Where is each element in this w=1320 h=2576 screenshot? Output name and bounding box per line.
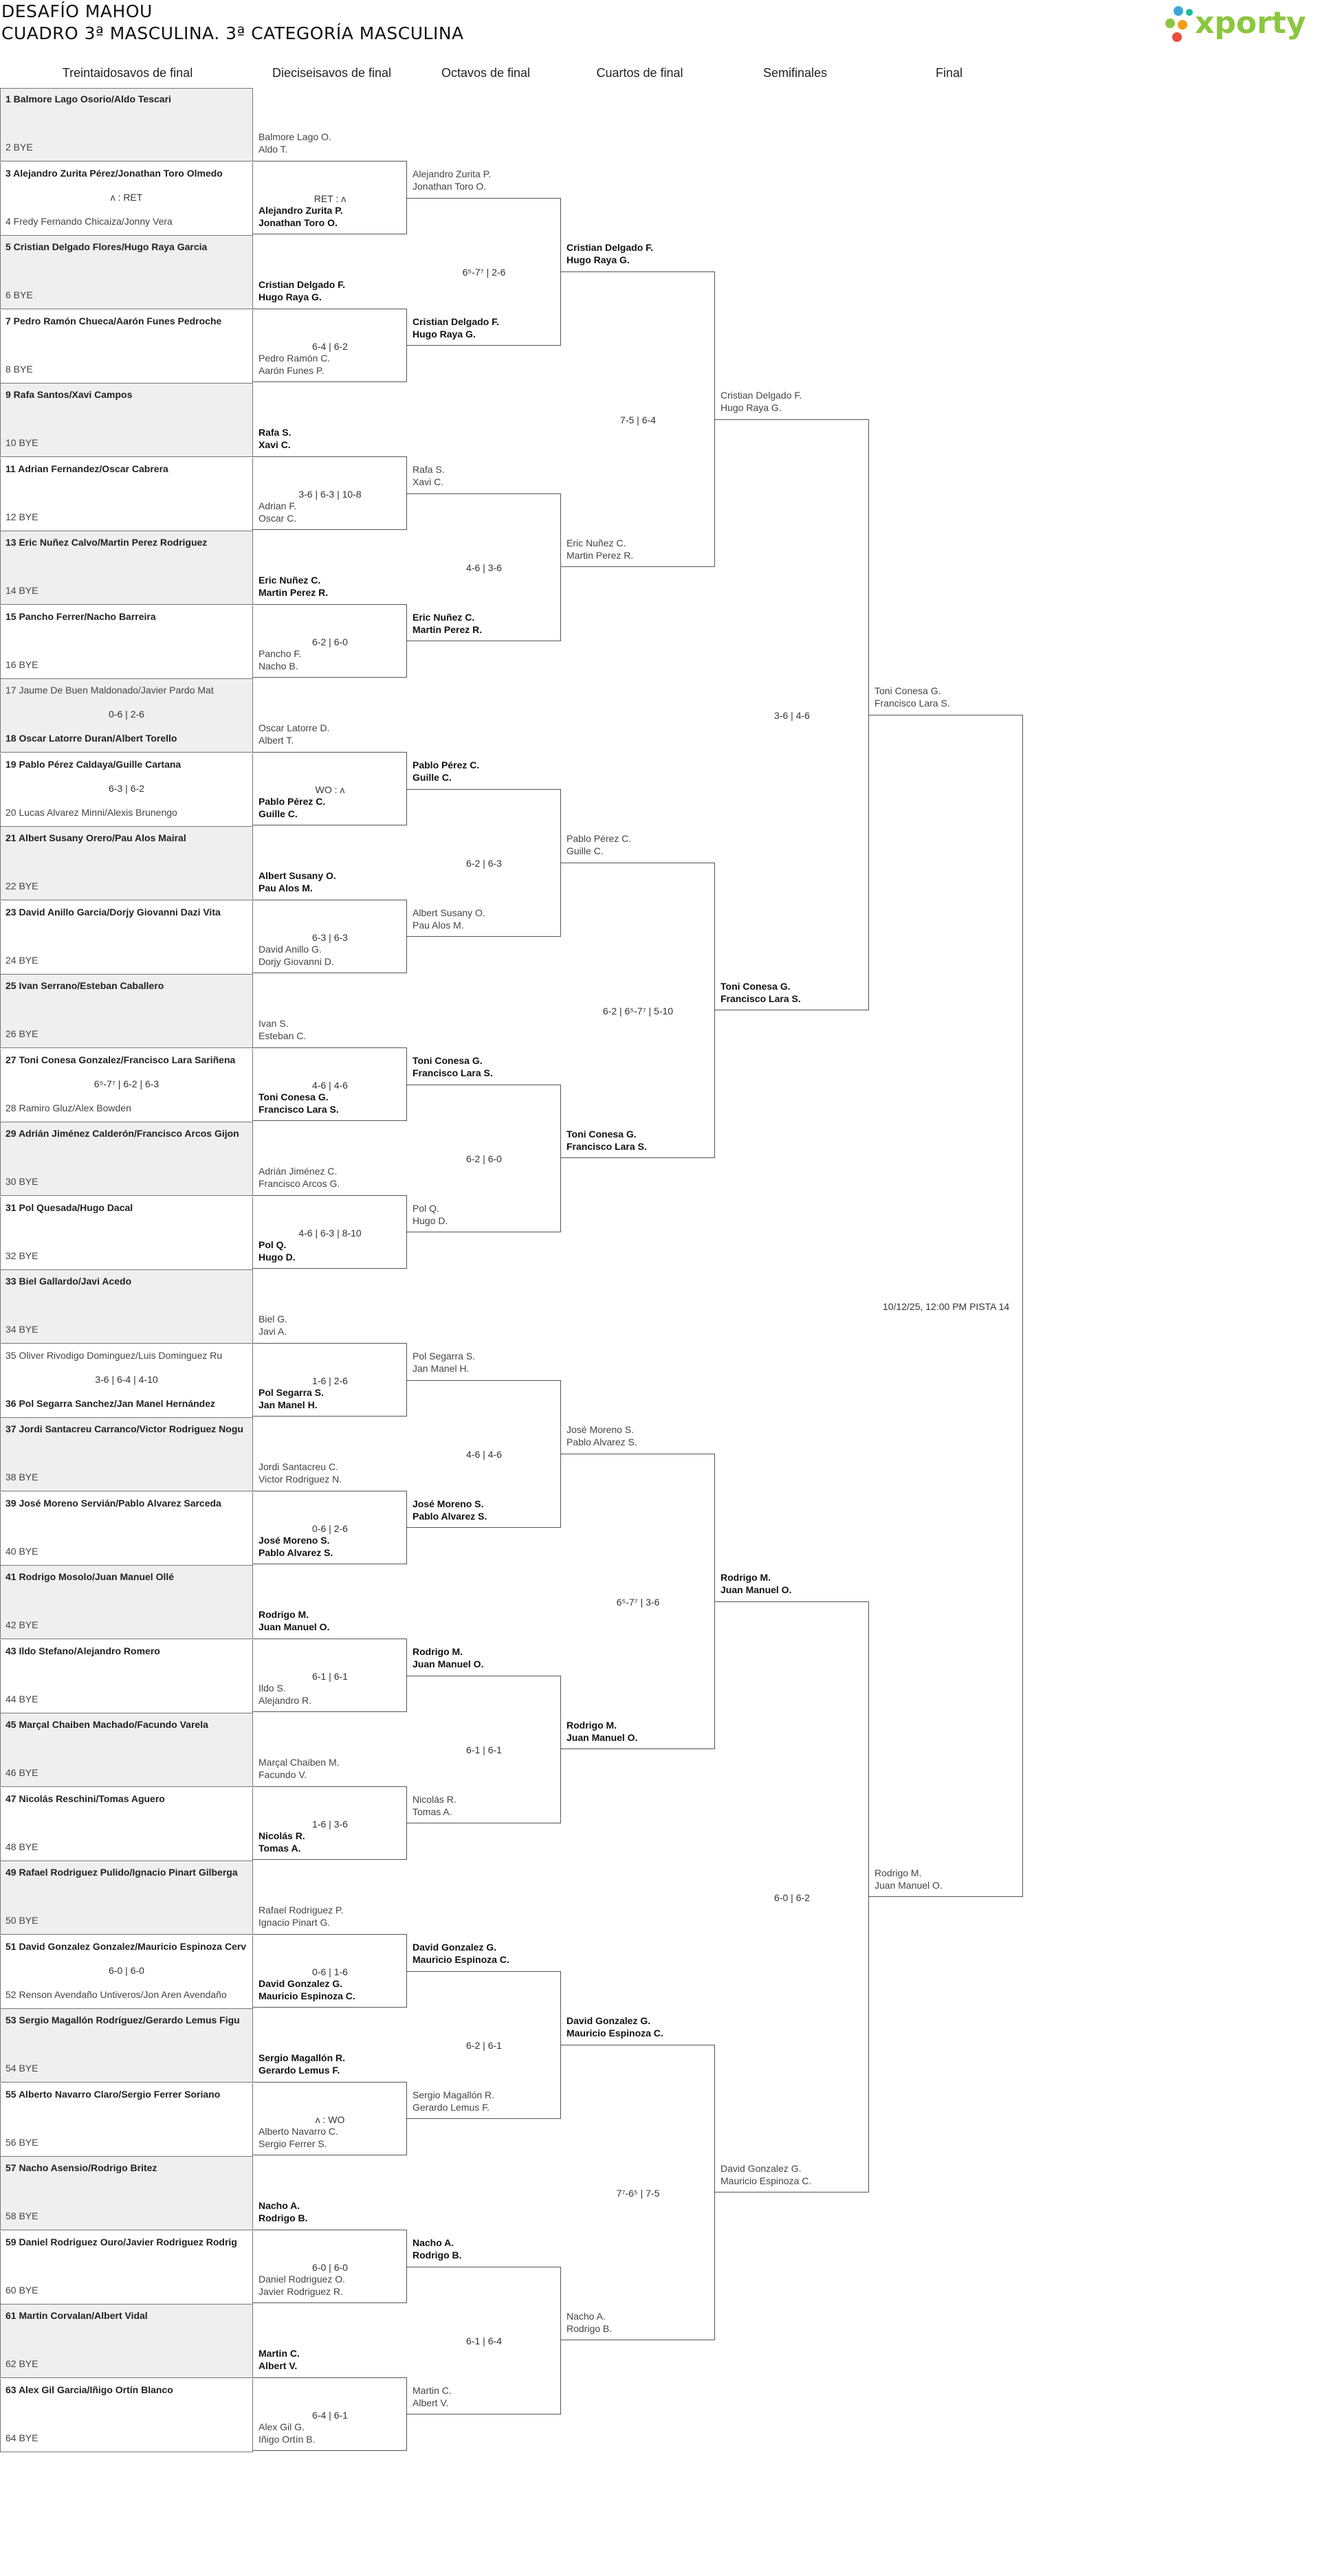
team-name-line: Rafael Rodriguez P. [258,1904,344,1916]
player-line-top: 3 Alejandro Zurita Pérez/Jonathan Toro Olmedo [6,167,223,179]
team-name-line: Nicolás R. [258,1830,305,1842]
team-name-line: Tomas A. [412,1806,452,1817]
team-pair [720,1571,791,1596]
player-line-bottom: 34 BYE [6,1324,38,1335]
player-line-bottom: 44 BYE [6,1693,38,1705]
team-name-line: Iñigo Ortín B. [258,2434,316,2445]
team-name-line: Alex Gil G. [258,2421,305,2433]
team-pair [258,722,329,746]
player-line-top: 31 Pol Quesada/Hugo Dacal [6,1201,133,1213]
team-pair [566,2014,663,2039]
team-name-line: Sergio Magallón R. [412,2089,495,2100]
team-name-line: Francisco Lara S. [258,1104,339,1115]
player-line-top: 33 Biel Gallardo/Javi Acedo [6,1276,132,1287]
team-pair [258,500,296,524]
team-pair [258,2273,345,2298]
team-name-line: Javi A. [258,1325,287,1337]
team-name-line: Pablo Pérez C. [412,759,480,770]
team-pair [412,2089,494,2113]
team-name-line: David Gonzalez G. [566,2015,651,2026]
player-line-top: 35 Oliver Rivodigo Dominguez/Luis Dominguez Ru [6,1349,223,1361]
team-name-line: Rafa S. [412,463,445,475]
team-pair [566,1423,637,1448]
team-name-line: Jan Manel H. [258,1399,318,1411]
team-name-line: Juan Manuel O. [874,1880,943,1891]
team-name-line: Victor Rodriguez N. [258,1473,342,1485]
player-line-top: 63 Alex Gil Garcia/Iñigo Ortín Blanco [6,2384,173,2395]
match-score: 6-0 | 6-0 [312,2261,348,2273]
team-name-line: Ignacio Pinart G. [258,1916,331,1928]
player-line-bottom: 26 BYE [6,1028,38,1039]
team-pair [258,1682,311,1707]
team-name-line: Mauricio Espinoza C. [566,2028,663,2039]
final-team-top [874,685,950,709]
team-name-line: Rodrigo M. [720,1572,771,1583]
team-name-line: Martin Perez R. [258,586,329,598]
player-line-bottom: 50 BYE [6,1915,38,1926]
player-line-top: 61 Martin Corvalan/Albert Vidal [6,2310,148,2321]
team-name-line: Rodrigo M. [412,1645,463,1657]
team-name-line: Hugo D. [258,1252,296,1263]
xporty-logo [1162,1,1319,47]
team-name-line: Pedro Ramón C. [258,353,331,364]
match-score: WO : ʌ [315,784,345,795]
team-name-line: Dorjy Giovanni D. [258,956,334,968]
team-name-line: Facundo V. [258,1768,307,1780]
player-line-bottom: 4 Fredy Fernando Chicaiza/Jonny Vera [6,215,173,227]
team-name-line: Rodrigo B. [412,2249,462,2261]
team-name-line: Balmore Lago O. [258,131,331,142]
player-line-bottom: 18 Oscar Latorre Duran/Albert Torello [6,733,177,744]
match-score: 6-2 | 6-0 [466,1153,502,1164]
team-name-line: Rodrigo M. [566,1720,617,1731]
team-name-line: Nacho A. [258,2199,300,2211]
player-line-bottom: 2 BYE [6,142,33,153]
team-name-line: Hugo Raya G. [566,254,630,265]
team-pair [258,1830,305,1854]
player-line-top: 41 Rodrigo Mosolo/Juan Manuel Ollé [6,1571,175,1582]
team-name-line: Nacho A. [566,2311,606,2322]
player-line-top: 29 Adrián Jiménez Calderón/Francisco Arcos Gijon [6,1128,239,1139]
team-name-line: Sergio Magallón R. [258,2052,346,2063]
team-name-line: Rodrigo M. [874,1867,922,1878]
team-name-line: Rafa S. [258,426,292,438]
team-name-line: Alejandro Zurita P. [412,168,492,179]
match-score: 7⁷-6⁵ | 7-5 [616,2188,660,2199]
round-header-5: Semifinales [762,66,828,80]
team-pair [720,2162,811,2187]
team-name-line: Eric Nuñez C. [412,611,475,623]
team-name-line: Cristian Delgado F. [412,315,500,327]
round-header-3: Octavos de final [441,66,531,80]
player-line-top: 37 Jordi Santacreu Carranco/Victor Rodriguez Nogu [6,1423,243,1434]
team-name-line: Toni Conesa G. [566,1129,637,1140]
team-pair [566,1719,637,1744]
team-name-line: Juan Manuel O. [566,1732,638,1743]
team-pair [258,1091,339,1115]
team-pair [412,315,499,340]
team-pair [412,2236,462,2261]
team-pair [258,943,334,968]
match-score: 1-6 | 2-6 [312,1375,348,1386]
team-name-line: Rodrigo M. [258,1608,309,1620]
team-name-line: Pablo Pérez C. [258,796,326,808]
team-pair [412,907,485,931]
team-name-line: Juan Manuel O. [720,1584,792,1595]
team-name-line: Guille C. [566,845,604,856]
team-name-line: Mauricio Espinoza C. [258,1990,355,2002]
player-line-bottom: 56 BYE [6,2136,38,2148]
team-pair [412,1350,475,1375]
team-name-line: Pancho F. [258,648,302,660]
match-score: 6-2 | 6-3 [466,858,502,869]
match-score: 4-6 | 4-6 [312,1079,348,1091]
team-name-line: Albert V. [412,2397,449,2408]
match-score: 0-6 | 2-6 [312,1522,348,1534]
final-team-bottom [874,1867,943,1891]
team-pair [258,1904,343,1929]
player-line-top: 5 Cristian Delgado Flores/Hugo Raya Garcia [6,241,208,252]
team-pair [258,1461,342,1485]
match-score: 4-6 | 4-6 [466,1449,502,1460]
player-line-top: 19 Pablo Pérez Caldaya/Guille Cartana [6,758,182,770]
player-line-bottom: 48 BYE [6,1841,38,1852]
team-name-line: José Moreno S. [412,1498,484,1509]
round-header-6: Final [935,66,962,80]
round-header-1: Treintaidosavos de final [62,66,193,80]
team-name-line: Alejandro R. [258,1695,312,1707]
team-pair [412,611,482,636]
match-score: 3-6 | 4-6 [774,710,810,721]
team-name-line: Toni Conesa G. [258,1091,329,1103]
match-score: 7-5 | 6-4 [620,414,656,425]
player-line-bottom: 30 BYE [6,1176,38,1187]
team-name-line: Xavi C. [258,438,291,450]
team-name-line: Martin C. [258,2347,300,2359]
team-name-line: Toni Conesa G. [412,1054,483,1066]
match-score: 6⁵-7⁷ | 6-2 | 6-3 [94,1078,160,1089]
team-name-line: David Gonzalez G. [412,1941,497,1953]
team-pair [412,463,445,488]
player-line-top: 13 Eric Nuñez Calvo/Martin Perez Rodriguez [6,537,208,548]
match-score: ʌ : WO [315,2113,345,2125]
team-pair [258,1608,329,1633]
team-name-line: Sergio Ferrer S. [258,2138,327,2150]
match-score: 3-6 | 6-4 | 4-10 [95,1373,158,1385]
match-score: 6-0 | 6-2 [774,1892,810,1903]
team-name-line: Gerardo Lemus F. [412,2101,490,2113]
team-pair [412,1645,483,1670]
team-name-line: David Anillo G. [258,944,322,955]
match-score: 6-3 | 6-3 [312,931,348,943]
player-line-bottom: 46 BYE [6,1767,38,1778]
team-name-line: Mauricio Espinoza C. [412,1953,509,1965]
team-name-line: Ildo S. [258,1683,286,1694]
team-name-line: Alberto Navarro C. [258,2126,338,2138]
team-name-line: Francisco Lara S. [874,698,950,709]
team-pair [720,980,801,1005]
player-line-top: 9 Rafa Santos/Xavi Campos [6,389,133,400]
team-pair [412,1793,456,1818]
team-pair [258,795,325,820]
team-name-line: Oscar Latorre D. [258,722,330,733]
player-line-top: 25 Ivan Serrano/Esteban Caballero [6,980,164,991]
team-pair [258,1977,355,2002]
team-pair [258,2347,300,2372]
match-score: 6-0 | 6-0 [109,1964,144,1976]
match-score: 6-1 | 6-4 [466,2335,502,2346]
player-line-bottom: 8 BYE [6,363,33,375]
player-line-bottom: 52 Renson Avendaño Untiveros/Jon Aren Avendaño [6,1988,227,2000]
team-name-line: Guille C. [258,808,298,820]
team-name-line: Jan Manel H. [412,1362,470,1374]
team-name-line: Martin C. [412,2384,452,2396]
player-line-top: 45 Marçal Chaiben Machado/Facundo Varela [6,1719,208,1730]
team-name-line: Hugo Raya G. [258,291,322,302]
team-name-line: Juan Manuel O. [412,1658,484,1669]
player-line-bottom: 64 BYE [6,2432,38,2443]
team-pair [258,2052,345,2076]
player-line-top: 59 Daniel Rodriguez Ouro/Javier Rodriguez Rodrig [6,2236,237,2247]
team-pair [258,574,328,599]
player-line-bottom: 36 Pol Segarra Sanchez/Jan Manel Hernández [6,1397,216,1409]
team-name-line: Martin Perez R. [412,623,483,635]
player-line-bottom: 32 BYE [6,1250,38,1261]
player-line-top: 1 Balmore Lago Osorio/Aldo Tescari [6,93,171,104]
match-score: 4-6 | 6-3 | 8-10 [298,1227,362,1239]
team-pair [412,1498,487,1522]
team-name-line: Nacho B. [258,660,298,672]
logo-text: xporty [1195,5,1306,41]
team-name-line: Rodrigo B. [566,2323,613,2334]
match-score: 0-6 | 1-6 [312,1966,348,1977]
team-name-line: Albert Susany O. [258,869,336,881]
team-name-line: Hugo Raya G. [720,402,782,413]
team-pair [412,168,491,192]
match-score: 6-1 | 6-1 [312,1670,348,1682]
team-name-line: Jordi Santacreu C. [258,1461,338,1472]
team-pair [566,832,631,857]
player-line-bottom: 28 Ramiro Gluz/Alex Bowden [6,1102,131,1113]
team-pair [412,759,479,784]
team-pair [566,241,653,266]
team-pair [258,1756,340,1781]
team-name-line: Nacho A. [412,2236,454,2248]
player-line-bottom: 16 BYE [6,658,38,670]
team-name-line: Cristian Delgado F. [258,278,346,290]
team-name-line: Pablo Alvarez S. [566,1436,637,1447]
team-name-line: Xavi C. [412,476,444,487]
team-pair [258,647,301,672]
player-line-bottom: 42 BYE [6,1619,38,1630]
team-name-line: Ivan S. [258,1017,289,1029]
page-subtitle: CUADRO 3ª MASCULINA. 3ª CATEGORÍA MASCULINA [1,23,464,43]
team-pair [258,1534,333,1559]
team-name-line: Guille C. [412,771,452,783]
match-score: 6-2 | 6-0 [312,636,348,647]
match-score: 0-6 | 2-6 [109,709,144,720]
team-name-line: Pol Segarra S. [258,1387,324,1399]
team-pair [258,204,343,229]
team-name-line: Aldo T. [258,143,288,155]
round-header-2: Dieciseisavos de final [272,66,392,80]
team-name-line: Albert T. [258,734,294,746]
team-name-line: Adrian F. [258,500,297,512]
team-pair [566,1128,647,1153]
team-name-line: Francisco Arcos G. [258,1177,340,1189]
player-line-bottom: 22 BYE [6,880,38,891]
player-line-top: 43 Ildo Stefano/Alejandro Romero [6,1645,160,1656]
team-pair [258,1313,287,1337]
team-name-line: Adrián Jiménez C. [258,1165,338,1177]
team-pair [258,131,331,155]
team-pair [258,2125,338,2150]
player-line-top: 7 Pedro Ramón Chueca/Aarón Funes Pedroche [6,315,222,326]
team-name-line: Alejandro Zurita P. [258,205,343,216]
team-name-line: Daniel Rodriguez O. [258,2274,346,2285]
team-name-line: Eric Nuñez C. [566,537,626,548]
match-score: 6-2 | 6-1 [466,2040,502,2051]
match-score: 3-6 | 6-3 | 10-8 [298,488,362,500]
team-name-line: Pol Q. [258,1239,287,1251]
player-line-top: 15 Pancho Ferrer/Nacho Barreira [6,610,156,622]
team-name-line: José Moreno S. [258,1535,330,1546]
player-line-bottom: 40 BYE [6,1545,38,1557]
player-line-top: 23 David Anillo Garcia/Dorjy Giovanni Dazi Vita [6,906,221,918]
player-line-top: 21 Albert Susany Orero/Pau Alos Mairal [6,832,186,843]
team-name-line: Toni Conesa G. [874,685,941,696]
team-name-line: Tomas A. [258,1843,301,1854]
team-pair [566,2310,612,2335]
team-pair [258,869,336,894]
team-name-line: Pablo Alvarez S. [258,1547,333,1559]
team-name-line: Oscar C. [258,513,297,524]
page-title: DESAFÍO MAHOU [1,1,153,21]
match-score: ʌ : RET [110,191,143,203]
match-score: 6⁵-7⁷ | 2-6 [462,267,506,278]
player-line-top: 27 Toni Conesa Gonzalez/Francisco Lara Sariñena [6,1054,236,1065]
match-score: 6⁵-7⁷ | 3-6 [616,1597,660,1608]
player-line-top: 49 Rafael Rodriguez Pulido/Ignacio Pinart Gilberga [6,1867,238,1878]
player-line-top: 53 Sergio Magallón Rodríguez/Gerardo Lemus Figu [6,2014,240,2025]
team-name-line: Jonathan Toro O. [412,180,487,192]
team-name-line: Pau Alos M. [412,919,464,931]
team-name-line: Biel G. [258,1313,288,1324]
team-pair [258,1239,296,1263]
player-line-bottom: 10 BYE [6,437,38,448]
team-name-line: Rodrigo B. [258,2212,308,2223]
team-name-line: Pau Alos M. [258,882,313,893]
player-line-bottom: 24 BYE [6,954,38,966]
player-line-top: 47 Nicolás Reschini/Tomas Aguero [6,1792,165,1804]
final-schedule: 10/12/25, 12:00 PM PISTA 14 [883,1301,1010,1312]
player-line-bottom: 6 BYE [6,289,33,300]
team-name-line: Pol Q. [412,1202,439,1214]
team-pair [258,278,345,303]
team-pair [412,1202,448,1227]
player-line-bottom: 58 BYE [6,2210,38,2221]
match-score: 6-3 | 6-2 [109,782,144,794]
player-line-top: 55 Alberto Navarro Claro/Sergio Ferrer Soriano [6,2088,221,2100]
team-name-line: Pablo Alvarez S. [412,1510,487,1522]
player-line-bottom: 12 BYE [6,511,38,522]
player-line-bottom: 20 Lucas Alvarez Minni/Alexis Brunengo [6,806,177,818]
match-score: RET : ʌ [314,192,346,204]
team-pair [412,1941,509,1966]
team-name-line: Jonathan Toro O. [258,217,338,229]
match-score: 6-1 | 6-1 [466,1744,502,1755]
player-line-top: 51 David Gonzalez Gonzalez/Mauricio Espinoza Cerv [6,1940,247,1952]
team-pair [720,389,802,414]
team-pair [258,1386,324,1411]
player-line-top: 11 Adrian Fernandez/Oscar Cabrera [6,463,168,474]
team-name-line: Esteban C. [258,1030,307,1041]
team-pair [258,1165,340,1190]
team-name-line: Pablo Pérez C. [566,833,632,844]
team-pair [412,1054,493,1079]
player-line-top: 57 Nacho Asensio/Rodrigo Britez [6,2162,157,2173]
team-name-line: Martin Perez R. [566,550,634,561]
player-line-bottom: 38 BYE [6,1472,38,1483]
team-name-line: Albert Susany O. [412,907,485,918]
team-pair [258,352,330,377]
player-line-bottom: 62 BYE [6,2358,38,2369]
team-name-line: Javier Rodriguez R. [258,2286,343,2298]
team-pair [258,426,291,451]
player-line-top: 17 Jaume De Buen Maldonado/Javier Pardo Mat [6,685,214,696]
match-score: 4-6 | 3-6 [466,562,502,573]
team-name-line: Juan Manuel O. [258,1621,330,1632]
team-pair [412,2384,452,2409]
player-line-top: 39 José Moreno Servián/Pablo Alvarez Sarceda [6,1497,221,1509]
team-pair [566,537,633,562]
team-pair [258,2199,308,2224]
match-score: 6-4 | 6-2 [312,340,348,352]
match-score: 6-2 | 6⁵-7⁷ | 5-10 [602,1006,674,1017]
team-pair [258,2421,315,2445]
team-name-line: Toni Conesa G. [720,981,791,992]
round-header-4: Cuartos de final [596,66,683,80]
team-name-line: Francisco Lara S. [566,1141,647,1152]
team-name-line: Gerardo Lemus F. [258,2064,340,2076]
match-score: 6-4 | 6-1 [312,2409,348,2421]
team-name-line: David Gonzalez G. [720,2163,802,2174]
match-score: 1-6 | 3-6 [312,1818,348,1830]
team-pair [258,1017,306,1042]
team-name-line: Albert V. [258,2360,298,2371]
team-name-line: David Gonzalez G. [258,1978,343,1990]
team-name-line: Cristian Delgado F. [720,390,802,401]
player-line-bottom: 14 BYE [6,585,38,596]
player-line-bottom: 54 BYE [6,2063,38,2074]
team-name-line: Marçal Chaiben M. [258,1756,340,1768]
team-name-line: José Moreno S. [566,1424,635,1435]
player-line-bottom: 60 BYE [6,2284,38,2296]
team-name-line: Hugo D. [412,1214,448,1226]
team-name-line: Eric Nuñez C. [258,574,321,586]
team-name-line: Nicolás R. [412,1793,456,1805]
team-name-line: Cristian Delgado F. [566,242,654,253]
team-name-line: Pol Segarra S. [412,1350,476,1362]
team-name-line: Hugo Raya G. [412,328,476,340]
team-name-line: Francisco Lara S. [412,1067,493,1078]
team-name-line: Mauricio Espinoza C. [720,2175,812,2186]
team-name-line: Francisco Lara S. [720,993,801,1004]
team-name-line: Aarón Funes P. [258,365,324,377]
